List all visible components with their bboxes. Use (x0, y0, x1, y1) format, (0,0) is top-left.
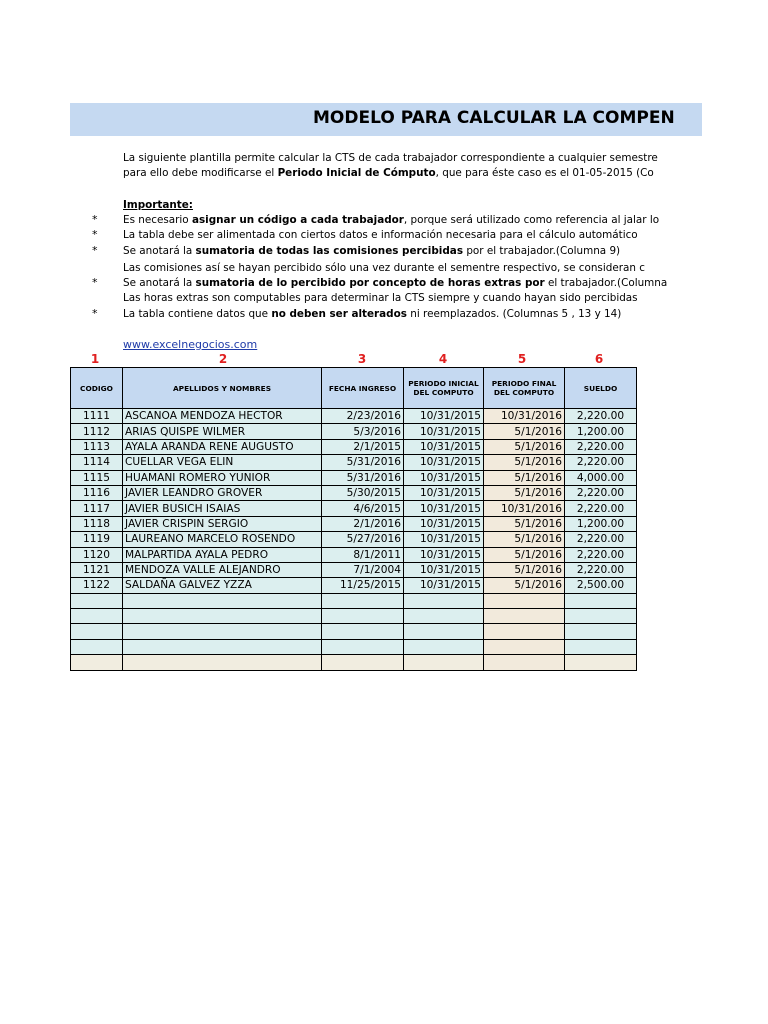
cell-sueldo[interactable]: 1,200.00 (565, 516, 637, 531)
cell-nombre[interactable]: HUAMANI ROMERO YUNIOR (123, 470, 322, 485)
bullet-5-text: La tabla contiene datos que (123, 308, 272, 320)
empty-cell[interactable] (123, 609, 322, 624)
cell-periodo-final[interactable]: 5/1/2016 (484, 516, 565, 531)
cell-codigo[interactable]: 1117 (71, 501, 123, 516)
empty-cell[interactable] (322, 624, 404, 639)
intro-line-1: La siguiente plantilla permite calcular la CTS de cada trabajador correspondiente a cualquier semestre (123, 152, 658, 164)
cell-nombre[interactable]: MALPARTIDA AYALA PEDRO (123, 547, 322, 562)
column-number-6: 6 (594, 352, 604, 366)
empty-row[interactable] (71, 624, 637, 639)
cell-fecha-ingreso[interactable]: 8/1/2011 (322, 547, 404, 562)
empty-cell[interactable] (484, 609, 565, 624)
cell-sueldo[interactable]: 4,000.00 (565, 470, 637, 485)
cell-periodo-final[interactable]: 5/1/2016 (484, 532, 565, 547)
column-number-1: 1 (90, 352, 100, 366)
bullet-3-tail: por el trabajador.(Columna 9) (463, 245, 621, 257)
empty-cell[interactable] (322, 639, 404, 654)
cell-nombre[interactable]: CUELLAR VEGA ELIN (123, 455, 322, 470)
cell-periodo-inicial[interactable]: 10/31/2015 (404, 439, 484, 454)
empty-cell[interactable] (123, 624, 322, 639)
cell-codigo[interactable]: 1115 (71, 470, 123, 485)
cell-periodo-final[interactable]: 5/1/2016 (484, 485, 565, 500)
intro-line-2-bold: Periodo Inicial de Cómputo (277, 167, 436, 179)
column-number-3: 3 (357, 352, 367, 366)
empty-cell[interactable] (484, 624, 565, 639)
importante-heading: Importante: (123, 199, 193, 211)
cell-fecha-ingreso[interactable]: 2/1/2016 (322, 516, 404, 531)
cell-fecha-ingreso[interactable]: 2/23/2016 (322, 409, 404, 424)
table-row[interactable] (71, 439, 637, 454)
cell-periodo-final[interactable]: 5/1/2016 (484, 424, 565, 439)
cell-sueldo[interactable]: 2,220.00 (565, 501, 637, 516)
empty-cell[interactable] (404, 609, 484, 624)
header-periodo-inicial: PERIODO INICIAL DEL COMPUTO (404, 368, 484, 409)
empty-cell[interactable] (404, 593, 484, 608)
column-number-5: 5 (517, 352, 527, 366)
cell-sueldo[interactable]: 2,220.00 (565, 409, 637, 424)
cell-fecha-ingreso[interactable]: 11/25/2015 (322, 578, 404, 593)
empty-cell[interactable] (123, 639, 322, 654)
table-row[interactable] (71, 532, 637, 547)
empty-cell[interactable] (565, 639, 637, 654)
cell-nombre[interactable]: ARIAS QUISPE WILMER (123, 424, 322, 439)
bullet-4-text: Se anotará la (123, 277, 196, 289)
table-row[interactable] (71, 578, 637, 593)
cell-periodo-final[interactable]: 5/1/2016 (484, 547, 565, 562)
cell-fecha-ingreso[interactable]: 5/31/2016 (322, 455, 404, 470)
cell-periodo-inicial[interactable]: 10/31/2015 (404, 532, 484, 547)
empty-cell[interactable] (404, 639, 484, 654)
cell-periodo-inicial[interactable]: 10/31/2015 (404, 485, 484, 500)
bullet-1-text: Es necesario (123, 214, 192, 226)
cell-codigo[interactable]: 1118 (71, 516, 123, 531)
bullet-1 (123, 213, 660, 227)
cell-fecha-ingreso[interactable]: 2/1/2015 (322, 439, 404, 454)
bullet-3-bold: sumatoria de todas las comisiones percibidas (195, 245, 464, 257)
bullet-3-text: Se anotará la (123, 245, 196, 257)
cell-codigo[interactable]: 1122 (71, 578, 123, 593)
cell-periodo-final[interactable]: 5/1/2016 (484, 439, 565, 454)
empty-row[interactable] (71, 609, 637, 624)
cell-sueldo[interactable]: 2,220.00 (565, 562, 637, 577)
cell-periodo-final[interactable]: 5/1/2016 (484, 470, 565, 485)
column-number-2: 2 (218, 352, 228, 366)
cell-periodo-inicial[interactable]: 10/31/2015 (404, 409, 484, 424)
empty-cell[interactable] (71, 639, 123, 654)
intro-line-2 (123, 166, 654, 180)
cell-periodo-final[interactable]: 5/1/2016 (484, 455, 565, 470)
empty-cell[interactable] (484, 593, 565, 608)
cell-nombre[interactable]: AYALA ARANDA RENE AUGUSTO (123, 439, 322, 454)
column-number-4: 4 (438, 352, 448, 366)
cell-nombre[interactable]: JAVIER BUSICH ISAIAS (123, 501, 322, 516)
empty-cell[interactable] (484, 639, 565, 654)
header-fecha-ingreso: FECHA INGRESO (322, 368, 404, 409)
cell-codigo[interactable]: 1113 (71, 439, 123, 454)
empty-cell[interactable] (565, 593, 637, 608)
empty-row[interactable] (71, 655, 637, 670)
bullet-4 (123, 276, 668, 290)
empty-row[interactable] (71, 593, 637, 608)
bullet-1-tail: , porque será utilizado como referencia al jalar lo (403, 214, 660, 226)
table-row[interactable] (71, 455, 637, 470)
bullet-2: La tabla debe ser alimentada con ciertos datos e información necesaria para el cálculo automático (123, 229, 638, 241)
cell-fecha-ingreso[interactable]: 5/3/2016 (322, 424, 404, 439)
empty-cell[interactable] (565, 655, 637, 670)
empty-row[interactable] (71, 639, 637, 654)
empty-cell[interactable] (404, 624, 484, 639)
bullet-star: * (92, 244, 98, 257)
cell-sueldo[interactable]: 2,220.00 (565, 532, 637, 547)
cell-periodo-inicial[interactable]: 10/31/2015 (404, 562, 484, 577)
empty-cell[interactable] (484, 655, 565, 670)
cell-nombre[interactable]: ASCANOA MENDOZA HECTOR (123, 409, 322, 424)
bullet-4-continuation: Las horas extras son computables para determinar la CTS siempre y cuando hayan sido percibidas (123, 292, 638, 304)
bullet-5 (123, 307, 635, 321)
bullet-4-bold: sumatoria de lo percibido por concepto de horas extras por (195, 277, 545, 289)
bullet-3-continuation: Las comisiones así se hayan percibido sólo una vez durante el sementre respectivo, se consideran c (123, 262, 645, 274)
bullet-5-bold: no deben ser alterados (271, 308, 407, 320)
cell-nombre[interactable]: LAUREANO MARCELO ROSENDO (123, 532, 322, 547)
empty-cell[interactable] (123, 655, 322, 670)
cell-nombre[interactable]: MENDOZA VALLE ALEJANDRO (123, 562, 322, 577)
cell-codigo[interactable]: 1116 (71, 485, 123, 500)
page-title: MODELO PARA CALCULAR LA COMPEN (313, 108, 675, 128)
cell-periodo-final[interactable]: 10/31/2016 (484, 501, 565, 516)
cell-periodo-inicial[interactable]: 10/31/2015 (404, 455, 484, 470)
cell-sueldo[interactable]: 2,220.00 (565, 547, 637, 562)
cell-periodo-final[interactable]: 10/31/2016 (484, 409, 565, 424)
header-periodo-final: PERIODO FINAL DEL COMPUTO (484, 368, 565, 409)
cell-sueldo[interactable]: 1,200.00 (565, 424, 637, 439)
table-row[interactable] (71, 501, 637, 516)
employee-table (70, 367, 637, 671)
empty-cell[interactable] (71, 593, 123, 608)
cell-periodo-inicial[interactable]: 10/31/2015 (404, 501, 484, 516)
empty-cell[interactable] (322, 655, 404, 670)
empty-cell[interactable] (71, 609, 123, 624)
table-row[interactable] (71, 516, 637, 531)
empty-cell[interactable] (404, 655, 484, 670)
empty-cell[interactable] (565, 609, 637, 624)
empty-cell[interactable] (322, 593, 404, 608)
cell-codigo[interactable]: 1114 (71, 455, 123, 470)
header-codigo: CODIGO (71, 368, 123, 409)
cell-codigo[interactable]: 1111 (71, 409, 123, 424)
header-apellidos-nombres: APELLIDOS Y NOMBRES (123, 368, 322, 409)
cell-sueldo[interactable]: 2,500.00 (565, 578, 637, 593)
table-row[interactable] (71, 547, 637, 562)
cell-periodo-inicial[interactable]: 10/31/2015 (404, 516, 484, 531)
header-sueldo: SUELDO (565, 368, 637, 409)
table-row[interactable] (71, 470, 637, 485)
cell-sueldo[interactable]: 2,220.00 (565, 485, 637, 500)
table-row[interactable] (71, 409, 637, 424)
cell-codigo[interactable]: 1121 (71, 562, 123, 577)
cell-sueldo[interactable]: 2,220.00 (565, 439, 637, 454)
website-link[interactable]: www.excelnegocios.com (123, 338, 258, 351)
cell-periodo-inicial[interactable]: 10/31/2015 (404, 424, 484, 439)
bullet-5-tail: ni reemplazados. (Columnas 5 , 13 y 14) (406, 308, 622, 320)
cell-codigo[interactable]: 1112 (71, 424, 123, 439)
cell-nombre[interactable]: SALDAÑA GALVEZ YZZA (123, 578, 322, 593)
table-row[interactable] (71, 562, 637, 577)
bullet-1-bold: asignar un código a cada trabajador (191, 214, 404, 226)
empty-cell[interactable] (123, 593, 322, 608)
bullet-3 (123, 244, 635, 258)
table-row[interactable] (71, 424, 637, 439)
bullet-4-tail: el trabajador.(Columna (544, 277, 668, 289)
empty-cell[interactable] (565, 624, 637, 639)
cell-periodo-final[interactable]: 5/1/2016 (484, 578, 565, 593)
bullet-star: * (92, 228, 98, 241)
cell-fecha-ingreso[interactable]: 5/27/2016 (322, 532, 404, 547)
cell-periodo-inicial[interactable]: 10/31/2015 (404, 547, 484, 562)
cell-periodo-final[interactable]: 5/1/2016 (484, 562, 565, 577)
empty-cell[interactable] (71, 655, 123, 670)
cell-periodo-inicial[interactable]: 10/31/2015 (404, 578, 484, 593)
intro-line-2-text: para ello debe modificarse el (123, 167, 278, 179)
empty-cell[interactable] (71, 624, 123, 639)
cell-nombre[interactable]: JAVIER LEANDRO GROVER (123, 485, 322, 500)
cell-fecha-ingreso[interactable]: 5/30/2015 (322, 485, 404, 500)
bullet-star: * (92, 276, 98, 289)
cell-codigo[interactable]: 1120 (71, 547, 123, 562)
empty-cell[interactable] (322, 609, 404, 624)
cell-nombre[interactable]: JAVIER CRISPIN SERGIO (123, 516, 322, 531)
cell-sueldo[interactable]: 2,220.00 (565, 455, 637, 470)
cell-fecha-ingreso[interactable]: 5/31/2016 (322, 470, 404, 485)
bullet-star: * (92, 307, 98, 320)
intro-line-2-tail: , que para éste caso es el 01-05-2015 (Co (435, 167, 654, 179)
table-row[interactable] (71, 485, 637, 500)
cell-fecha-ingreso[interactable]: 4/6/2015 (322, 501, 404, 516)
cell-codigo[interactable]: 1119 (71, 532, 123, 547)
bullet-star: * (92, 213, 98, 226)
cell-periodo-inicial[interactable]: 10/31/2015 (404, 470, 484, 485)
table-header-row (71, 368, 637, 409)
cell-fecha-ingreso[interactable]: 7/1/2004 (322, 562, 404, 577)
title-bar (70, 103, 702, 136)
